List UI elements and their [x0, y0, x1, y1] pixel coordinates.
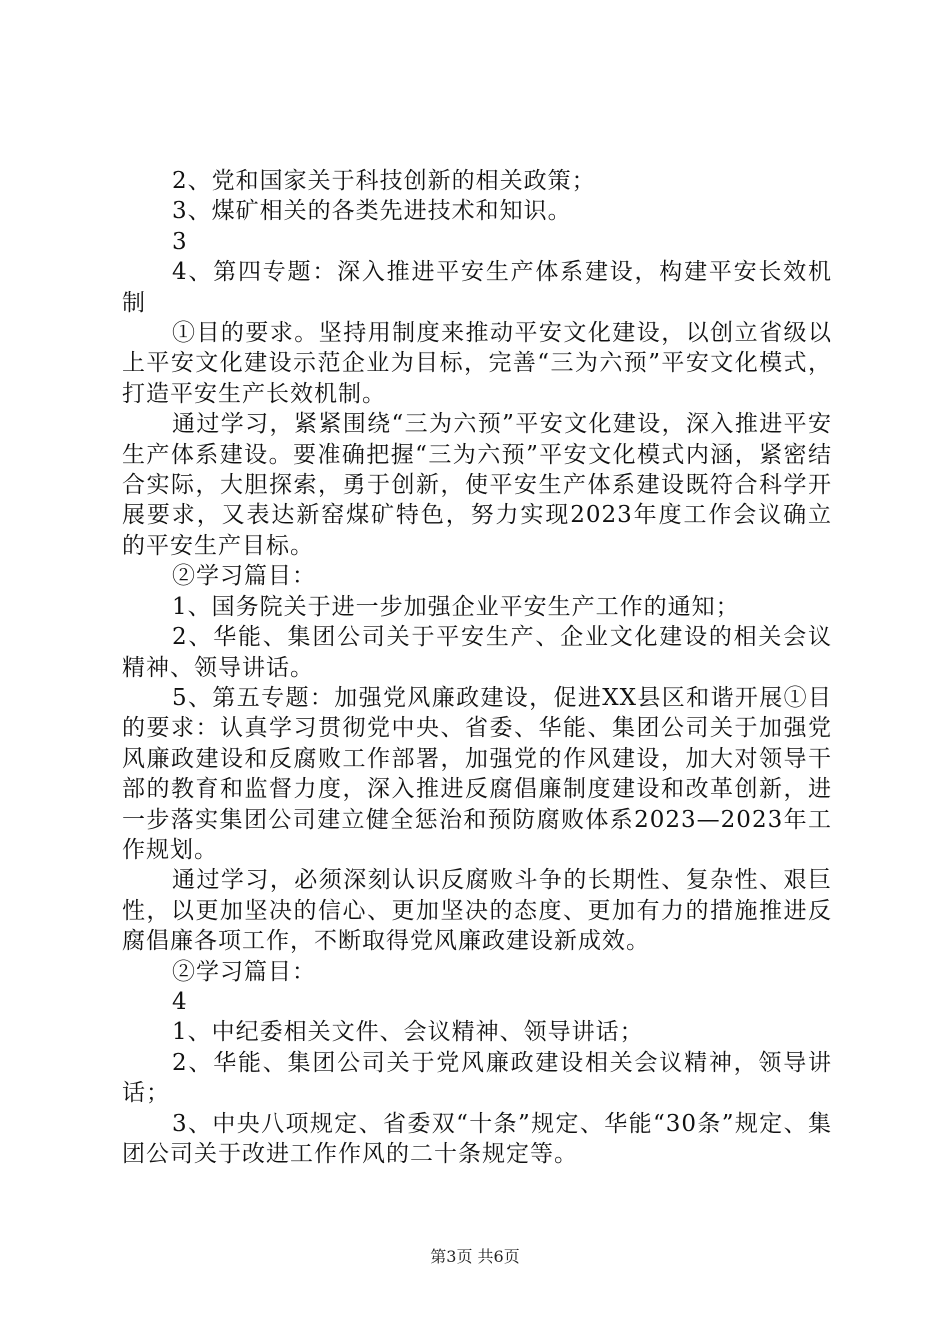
- subheading: ②学习篇目：: [172, 563, 316, 590]
- list-item: 3、中央八项规定、省委双“十条”规定、华能“30条”规定、集团公司关于改进工作作风的二十条规定等。: [122, 1110, 832, 1167]
- subheading: ②学习篇目：: [172, 958, 316, 985]
- list-item: 1、中纪委相关文件、会议精神、领导讲话；: [172, 1019, 644, 1046]
- list-item: 1、国务院关于进一步加强企业平安生产工作的通知；: [172, 593, 740, 620]
- paragraph: 3、煤矿相关的各类先进技术和知识。: [172, 198, 572, 225]
- section-heading: 4、第四专题：深入推进平安生产体系建设，构建平安长效机制: [122, 259, 832, 316]
- paragraph: 通过学习，紧紧围绕“三为六预”平安文化建设，深入推进平安生产体系建设。要准确把握“三为六预”平安文化模式内涵，紧密结合实际，大胆探索，勇于创新，使平安生产体系建设既符合科学开展要求，又表达新窑煤矿特色，努力实现2023年度工作会议确立的平安生产目标。: [122, 411, 832, 559]
- page-number-marker: 4: [172, 988, 188, 1015]
- section-heading: 5、第五专题：加强党风廉政建设，促进XX县区和谐开展①目的要求：认真学习贯彻党中央、省委、华能、集团公司关于加强党风廉政建设和反腐败工作部署，加强党的作风建设，加大对领导干部的教育和监督力度，深入推进反腐倡廉制度建设和改革创新，进一步落实集团公司建立健全惩治和预防腐败体系2023—2023年工作规划。: [122, 684, 832, 863]
- document-body: [122, 166, 832, 1169]
- page-footer: 第3页 共6页: [430, 1247, 520, 1266]
- list-item: 2、华能、集团公司关于平安生产、企业文化建设的相关会议精神、领导讲话。: [122, 624, 832, 681]
- paragraph: 通过学习，必须深刻认识反腐败斗争的长期性、复杂性、艰巨性，以更加坚决的信心、更加坚决的态度、更加有力的措施推进反腐倡廉各项工作，不断取得党风廉政建设新成效。: [122, 867, 832, 955]
- paragraph: 2、党和国家关于科技创新的相关政策；: [172, 168, 596, 194]
- page-number-marker: 3: [172, 228, 188, 255]
- paragraph: ①目的要求。坚持用制度来推动平安文化建设，以创立省级以上平安文化建设示范企业为目标，完善“三为六预”平安文化模式，打造平安生产长效机制。: [122, 320, 832, 407]
- list-item: 2、华能、集团公司关于党风廉政建设相关会议精神，领导讲话；: [122, 1049, 832, 1107]
